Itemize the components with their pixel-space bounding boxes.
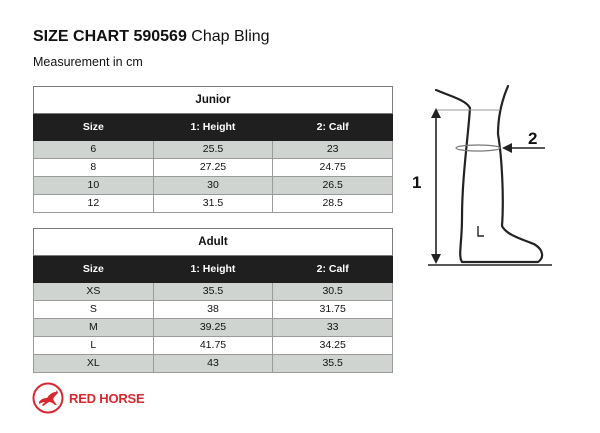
leg-outline [436,86,542,262]
height-arrow-head-bottom [431,254,441,264]
adult-size-table [33,228,393,373]
table-row [34,159,393,177]
cell-calf: 28.5 [273,195,393,213]
measurement-note: Measurement in cm [33,55,143,69]
column-header-height: 1: Height [153,256,273,283]
cell-size: XL [34,355,154,373]
table-row [34,355,393,373]
cell-height: 41.75 [153,337,273,355]
cell-height: 27.25 [153,159,273,177]
cell-calf: 30.5 [273,283,393,301]
cell-size: L [34,337,154,355]
cell-size: 8 [34,159,154,177]
cell-size: S [34,301,154,319]
cell-calf: 31.75 [273,301,393,319]
calf-arrow-head [502,143,512,153]
cell-height: 39.25 [153,319,273,337]
cell-calf: 34.25 [273,337,393,355]
junior-size-table [33,86,393,213]
cell-size: 6 [34,141,154,159]
junior-table-title: Junior [34,87,393,114]
cell-size: M [34,319,154,337]
cell-size: 10 [34,177,154,195]
cell-calf: 26.5 [273,177,393,195]
cell-size: 12 [34,195,154,213]
cell-height: 43 [153,355,273,373]
brand-logo [32,381,145,415]
cell-calf: 35.5 [273,355,393,373]
page-title [33,28,270,46]
cell-calf: 23 [273,141,393,159]
cell-size: XS [34,283,154,301]
table-row [34,141,393,159]
column-header-height: 1: Height [153,114,273,141]
calf-marker-label: 2 [528,129,538,148]
column-header-calf: 2: Calf [273,256,393,283]
title-code: SIZE CHART 590569 [33,28,187,45]
cell-height: 25.5 [153,141,273,159]
ankle-mark [478,226,484,236]
table-row [34,301,393,319]
height-marker-label: 1 [412,173,422,192]
cell-height: 35.5 [153,283,273,301]
leg-measurement-diagram [410,78,590,278]
table-row [34,319,393,337]
table-row [34,283,393,301]
title-product: Chap Bling [191,28,270,45]
column-header-calf: 2: Calf [273,114,393,141]
table-row [34,195,393,213]
table-row [34,337,393,355]
brand-name: RED HORSE [69,390,145,406]
cell-calf: 24.75 [273,159,393,177]
red-horse-logo-icon [32,382,64,414]
column-header-size: Size [34,256,154,283]
column-header-size: Size [34,114,154,141]
cell-height: 30 [153,177,273,195]
cell-height: 31.5 [153,195,273,213]
cell-calf: 33 [273,319,393,337]
cell-height: 38 [153,301,273,319]
calf-ring [456,145,500,151]
adult-table-title: Adult [34,229,393,256]
table-row [34,177,393,195]
